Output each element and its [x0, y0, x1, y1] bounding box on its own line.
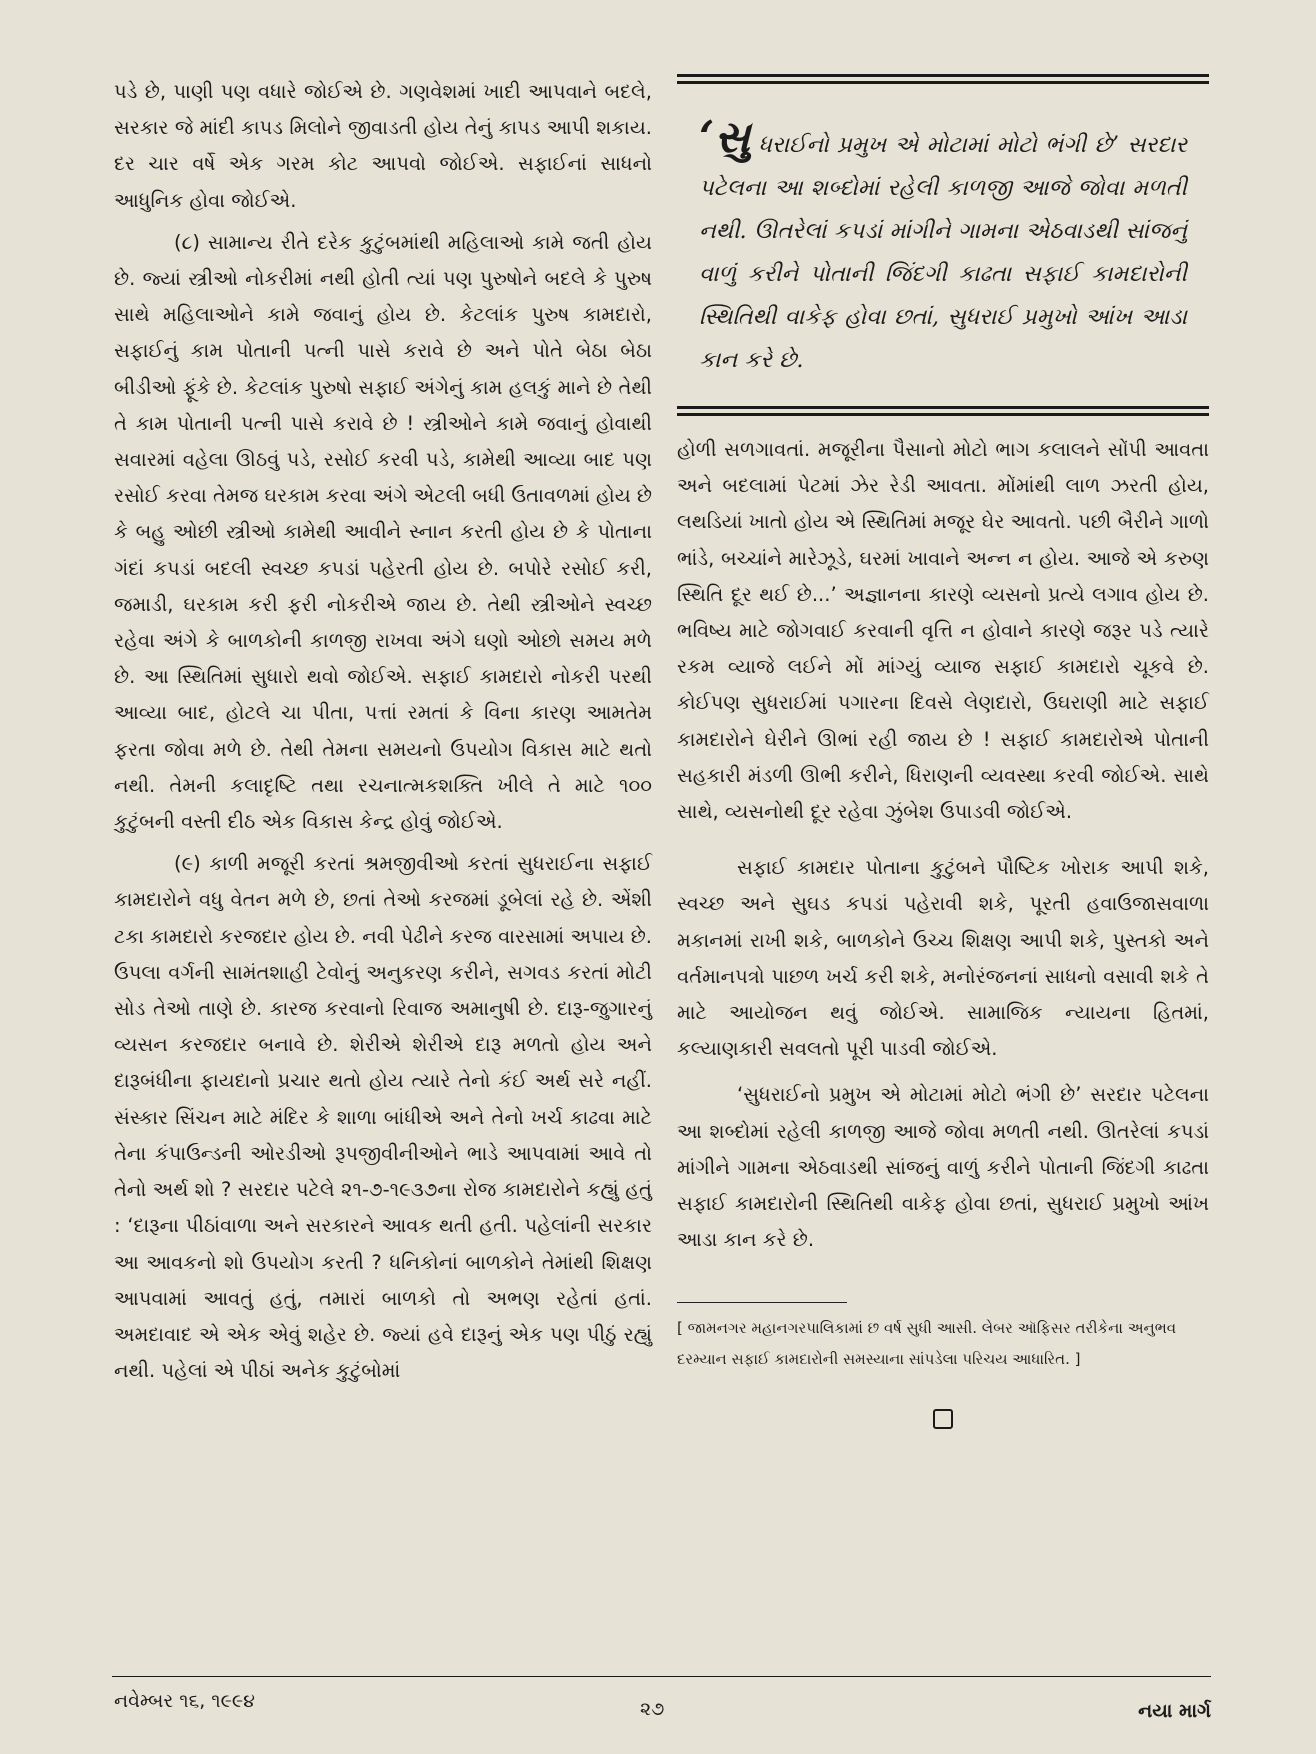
footnote-rule — [677, 1302, 847, 1303]
left-paragraph-2: (૮) સામાન્ય રીતે દરેક કુટુંબમાંથી મહિલાઓ કામે જતી હોય છે. જ્યાં સ્ત્રીઓ નોકરીમાં નથી હોતી ત્યાં પણ પુરુષોને બદલે કે પુરુષ સાથે મહિલાઓને કામે જવાનું હોય છે. કેટલાંક પુરુષ કામદારો, સફાઈનું કામ પોતાની પત્ની પાસે કરાવે છે અને પોતે બેઠા બેઠા બીડીઓ ફૂંકે છે. કેટલાંક પુરુષો સફાઈ અંગેનું કામ હલકું માને છે તેથી તે કામ પોતાની પત્ની પાસે કરાવે છે ! સ્ત્રીઓને કામે જવાનું હોવાથી સવારમાં વહેલા ઊઠવું પડે, રસોઈ કરવી પડે, કામેથી આવ્યા બાદ પણ રસોઈ કરવા તેમજ ઘરકામ કરવા અંગે એટલી બધી ઉતાવળમાં હોય છે કે બહુ ઓછી સ્ત્રીઓ કામેથી આવીને સ્નાન કરતી હોય છે કે પોતાના ગંદાં કપડાં બદલી સ્વચ્છ કપડાં પહેરતી હોય છે. બપોરે રસોઈ કરી, જમાડી, ઘરકામ કરી ફરી નોકરીએ જાય છે. તેથી સ્ત્રીઓને સ્વચ્છ રહેવા અંગે કે બાળકોની કાળજી રાખવા અંગે ઘણો ઓછો સમય મળે છે. આ સ્થિતિમાં સુધારો થવો જોઈએ. સફાઈ કામદારો નોકરી પરથી આવ્યા બાદ, હોટલે ચા પીતા, પત્તાં રમતાં કે વિના કારણ આમતેમ ફરતા જોવા મળે છે. તેથી તેમના સમયનો ઉપયોગ વિકાસ માટે થતો નથી. તેમની કલાદૃષ્ટિ તથા રચનાત્મકશક્તિ ખીલે તે માટે ૧૦૦ કુટુંબની વસ્તી દીઠ એક વિકાસ કેન્દ્ર હોવું જોઈએ. — [114, 230, 652, 834]
left-paragraph-1: પડે છે, પાણી પણ વધારે જોઈએ છે. ગણવેશમાં ખાદી આપવાને બદલે, સરકાર જે માંદી કાપડ મિલોને જીવાડતી હોય તેનું કાપડ આપી શકાય. દર ચાર વર્ષે એક ગરમ કોટ આપવો જોઈએ. સફાઈનાં સાધનો આધુનિક હોવા જોઈએ. — [114, 80, 652, 212]
right-paragraph-3: ‘સુધરાઈનો પ્રમુખ એ મોટામાં મોટો ભંગી છે’ સરદાર પટેલના આ શબ્દોમાં રહેલી કાળજી આજે જોવા મળતી નથી. ઊતરેલાં કપડાં માંગીને ગામના એઠવાડથી સાંજનું વાળું કરીને પોતાની જિંદગી કાઢતા સફાઈ કામદારોની સ્થિતિથી વાકેફ હોવા છતાં, સુધરાઈ પ્રમુખો આંખ આડા કાન કરે છે. — [677, 1083, 1209, 1252]
left-column — [114, 74, 652, 1389]
right-paragraph-1: હોળી સળગાવતાં. મજૂરીના પૈસાનો મોટો ભાગ કલાલને સોંપી આવતા અને બદલામાં પેટમાં ઝેર રેડી આવતા. મોંમાંથી લાળ ઝરતી હોય, લથડિયાં ખાતો હોય એ સ્થિતિમાં મજૂર ઘેર આવતો. પછી બૈરીને ગાળો ભાંડે, બચ્ચાંને મારેઝૂડે, ઘરમાં ખાવાને અન્ન ન હોય. આજે એ કરુણ સ્થિતિ દૂર થઈ છે...’ અજ્ઞાનના કારણે વ્યસનો પ્રત્યે લગાવ હોય છે. ભવિષ્ય માટે જોગવાઈ કરવાની વૃત્તિ ન હોવાને કારણે જરૂર પડે ત્યારે રકમ વ્યાજે લઈને મોં માંગ્યું વ્યાજ સફાઈ કામદારો ચૂકવે છે. કોઈપણ સુધરાઈમાં પગારના દિવસે લેણદારો, ઉઘરાણી માટે સફાઈ કામદારોને ઘેરીને ઊભાં રહી જાય છે ! સફાઈ કામદારોએ પોતાની સહકારી મંડળી ઊભી કરીને, ધિરાણની વ્યવસ્થા કરવી જોઈએ. સાથે સાથે, વ્યસનોથી દૂર રહેવા ઝુંબેશ ઉપાડવી જોઈએ. — [677, 438, 1209, 824]
left-paragraph-3: (૯) કાળી મજૂરી કરતાં શ્રમજીવીઓ કરતાં સુધરાઈના સફાઈ કામદારોને વધુ વેતન મળે છે, છતાં તેઓ કરજમાં ડૂબેલાં રહે છે. એંશી ટકા કામદારો કરજદાર હોય છે. નવી પેઢીને કરજ વારસામાં અપાય છે. ઉપલા વર્ગની સામંતશાહી ટેવોનું અનુકરણ કરીને, સગવડ કરતાં મોટી સોડ તેઓ તાણે છે. કારજ કરવાનો રિવાજ અમાનુષી છે. દારૂ-જુગારનું વ્યસન કરજદાર બનાવે છે. શેરીએ શેરીએ દારૂ મળતો હોય અને દારૂબંધીના ફાયદાનો પ્રચાર થતો હોય ત્યારે તેનો કંઈ અર્થ સરે નહીં. સંસ્કાર સિંચન માટે મંદિર કે શાળા બાંધીએ અને તેનો ખર્ચ કાઢવા માટે તેના કંપાઉન્ડની ઓરડીઓ રૂપજીવીનીઓને ભાડે આપવામાં આવે તો તેનો અર્થ શો ? સરદાર પટેલે ૨૧-૭-૧૯૩૭ના રોજ કામદારોને કહ્યું હતું : ‘દારૂના પીઠાંવાળા અને સરકારને આવક થતી હતી. પહેલાંની સરકાર આ આવકનો શો ઉપયોગ કરતી ? ધનિકોનાં બાળકોને તેમાંથી શિક્ષણ આપવામાં આવતું હતું, તમારાં બાળકો તો અભણ રહેતાં હતાં. અમદાવાદ એ એક એવું શહેર છે. જ્યાં હવે દારૂનું એક પણ પીઠું રહ્યું નથી. પહેલાં એ પીઠાં અનેક કુટુંબોમાં — [114, 852, 652, 1383]
footer-date: નવેમ્બર ૧૬, ૧૯૯૪ — [114, 1690, 255, 1712]
right-paragraph-2: સફાઈ કામદાર પોતાના કુટુંબને પૌષ્ટિક ખોરાક આપી શકે, સ્વચ્છ અને સુઘડ કપડાં પહેરાવી શકે, પૂરતી હવાઉજાસવાળા મકાનમાં રાખી શકે, બાળકોને ઉચ્ચ શિક્ષણ આપી શકે, પુસ્તકો અને વર્તમાનપત્રો પાછળ ખર્ચ કરી શકે, મનોરંજનનાં સાધનો વસાવી શકે તે માટે આયોજન થવું જોઈએ. સામાજિક ન્યાયના હિતમાં, કલ્યાણકારી સવલતો પૂરી પાડવી જોઈએ. — [677, 856, 1209, 1061]
publication-name: નયા માર્ગ — [1138, 1700, 1211, 1722]
right-column — [677, 74, 1209, 1429]
end-mark-icon — [933, 1409, 953, 1429]
page-number: ૨૭ — [640, 1698, 665, 1720]
pullquote-top-rule — [677, 74, 1209, 84]
pullquote: ‘સુ ધરાઈનો પ્રમુખ એ મોટામાં મોટો ભંગી છે’ સરદાર પટેલના આ શબ્દોમાં રહેલી કાળજી આજે જોવા મળતી નથી. ઊતરેલાં કપડાં માંગીને ગામના એઠવાડથી સાંજનું વાળું કરીને પોતાની જિંદગી કાઢતા સફાઈ કામદારોની સ્થિતિથી વાકેફ હોવા છતાં, સુધરાઈ પ્રમુખો આંખ આડા કાન કરે છે. — [699, 112, 1187, 373]
footnote: [ જામનગર મહાનગરપાલિકામાં છ વર્ષ સુધી આસી. લેબર ઑફિસર તરીકેના અનુભવ દરમ્યાન સફાઈ કામદારોની સમસ્યાના સાંપડેલા પરિચય આધારિત. ] — [677, 1319, 1177, 1369]
footer-rule — [112, 1676, 1211, 1677]
pullquote-bottom-rule — [677, 406, 1209, 416]
